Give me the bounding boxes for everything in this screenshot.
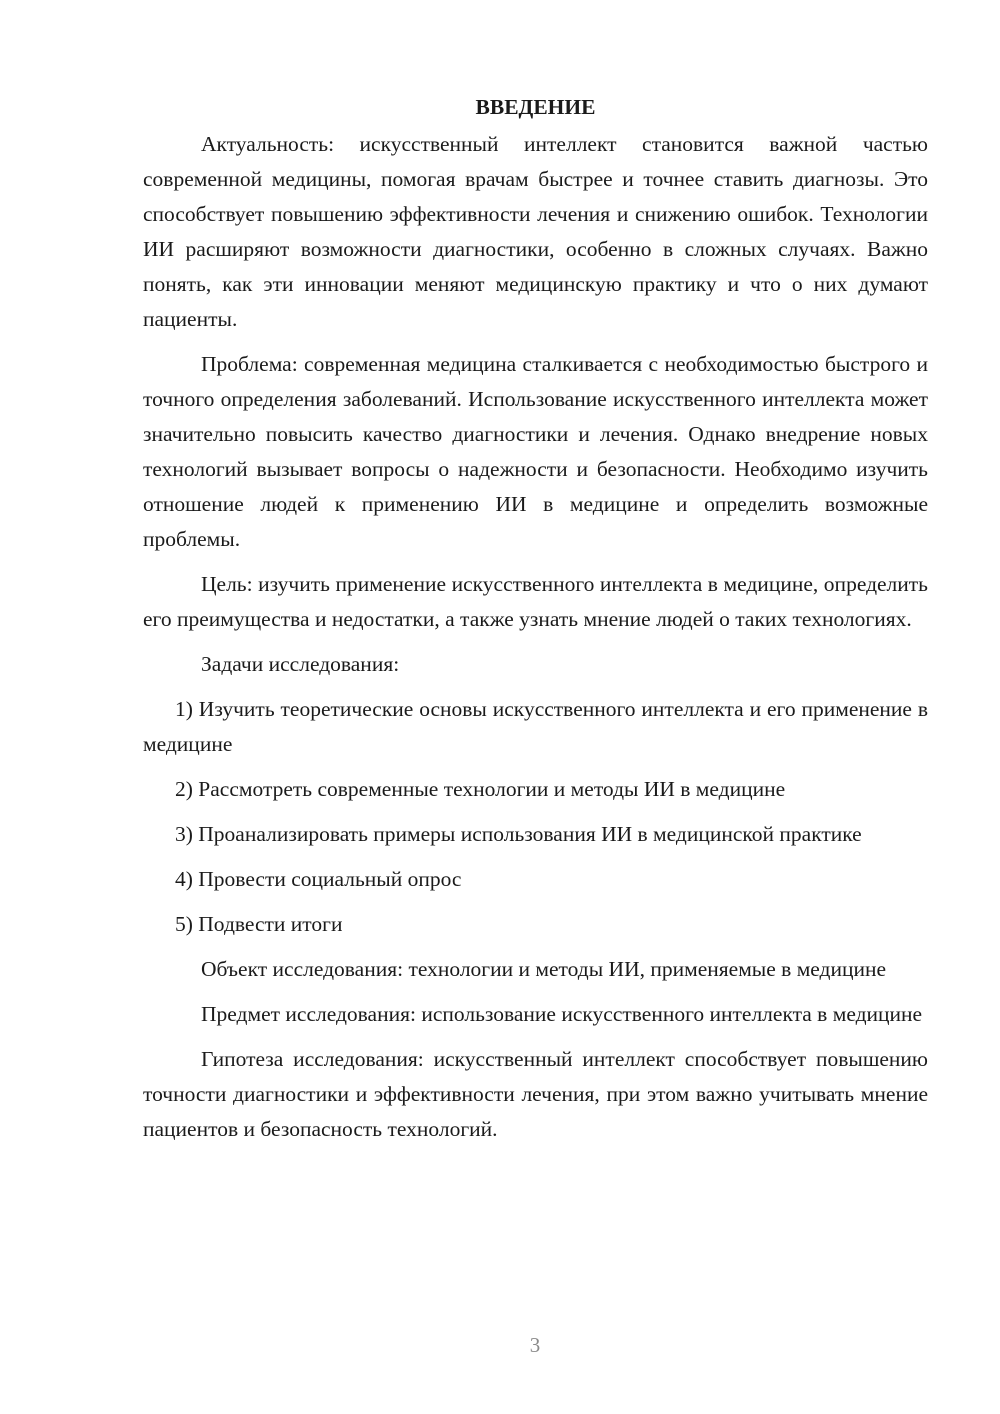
paragraph-object: Объект исследования: технологии и методы ИИ, применяемые в медицине <box>201 957 887 981</box>
task-item-3: 3) Проанализировать примеры использования ИИ в медицинской практике <box>175 822 862 846</box>
paragraph-hypothesis: Гипотеза исследования: искусственный интеллект способствует повышению точности диагностики и эффективности лечения, при этом важно учитывать мнение пациентов и безопасность технологий. <box>143 1047 928 1141</box>
paragraph-subject: Предмет исследования: использование искусственного интеллекта в медицине <box>201 1002 923 1026</box>
paragraph-goal: Цель: изучить применение искусственного интеллекта в медицине, определить его преимущества и недостатки, а также узнать мнение людей о таких технологиях. <box>143 572 928 631</box>
task-item-5: 5) Подвести итоги <box>175 912 343 936</box>
document-page <box>143 90 928 1157</box>
task-item-1: 1) Изучить теоретические основы искусственного интеллекта и его применение в медицине <box>143 697 928 756</box>
task-item-4: 4) Провести социальный опрос <box>175 867 462 891</box>
section-heading: ВВЕДЕНИЕ <box>475 95 596 119</box>
tasks-title: Задачи исследования: <box>201 652 400 676</box>
page-number: 3 <box>529 1333 541 1357</box>
paragraph-relevance: Актуальность: искусственный интеллект становится важной частью современной медицины, помогая врачам быстрее и точнее ставить диагнозы. Это способствует повышению эффективности лечения и снижению ошибок. Технологии ИИ расширяют возможности диагностики, особенно в сложных случаях. Важно понять, как эти инновации меняют медицинскую практику и что о них думают пациенты. <box>143 132 928 331</box>
task-item-2: 2) Рассмотреть современные технологии и методы ИИ в медицине <box>175 777 786 801</box>
paragraph-problem: Проблема: современная медицина сталкивается с необходимостью быстрого и точного определения заболеваний. Использование искусственного интеллекта может значительно повысить качество диагностики и лечения. Однако внедрение новых технологий вызывает вопросы о надежности и безопасности. Необходимо изучить отношение людей к применению ИИ в медицине и определить возможные проблемы. <box>143 352 928 551</box>
